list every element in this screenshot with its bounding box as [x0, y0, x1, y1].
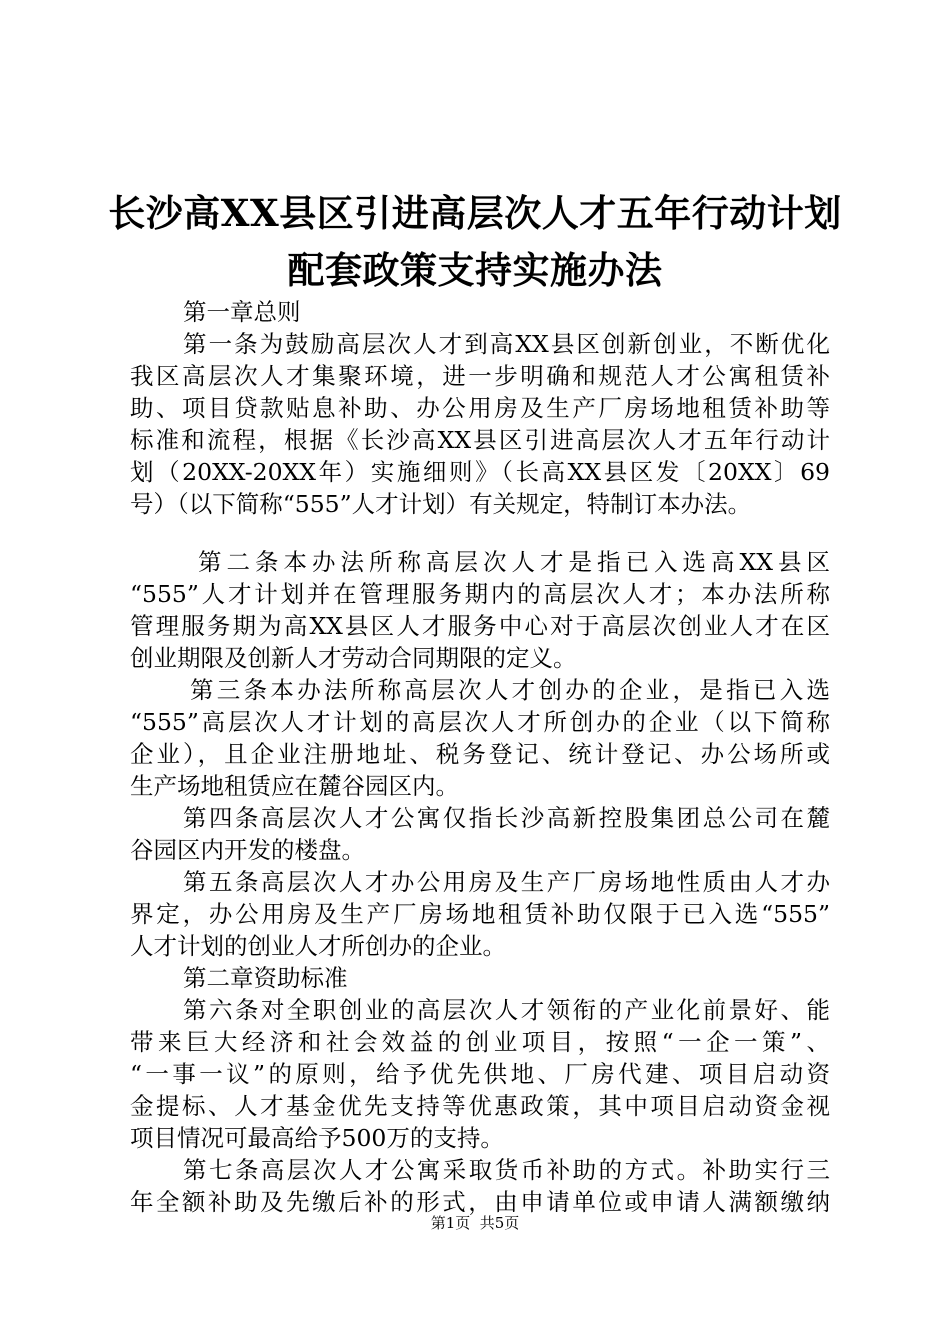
body-line: 第四条高层次人才公寓仅指长沙高新控股集团总公司在麓	[183, 804, 830, 832]
body-line: 第七条高层次人才公寓采取货币补助的方式。补助实行三	[183, 1156, 830, 1184]
body-line: 人才计划的创业人才所创办的企业。	[130, 932, 506, 960]
body-line: 年全额补助及先缴后补的形式，由申请单位或申请人满额缴纳	[130, 1188, 830, 1216]
body-line: “一事一议”的原则，给予优先供地、厂房代建、项目启动资	[130, 1060, 830, 1088]
body-line: 助、项目贷款贴息补助、办公用房及生产厂房场地租赁补助等	[130, 394, 830, 422]
body-line: 第一条为鼓励高层次人才到高XX县区创新创业，不断优化	[183, 330, 830, 358]
page-number-footer: 第1页 共5页	[430, 1214, 520, 1232]
body-line: 第三条本办法所称高层次人才创办的企业，是指已入选	[190, 676, 830, 704]
document-title-line1: 长沙高XX县区引进高层次人才五年行动计划	[108, 191, 842, 235]
body-line: 标准和流程，根据《长沙高XX县区引进高层次人才五年行动计	[130, 426, 830, 454]
body-line: 创业期限及创新人才劳动合同期限的定义。	[130, 644, 577, 672]
body-line: 管理服务期为高XX县区人才服务中心对于高层次创业人才在区	[130, 612, 830, 640]
body-line: 划（20XX-20XX年）实施细则》（长高XX县区发〔20XX〕69	[130, 458, 830, 486]
chapter-heading: 第二章资助标准	[183, 964, 348, 992]
chapter-heading: 第一章总则	[183, 298, 301, 326]
body-line: 项目情况可最高给予500万的支持。	[130, 1124, 504, 1152]
body-line: 第五条高层次人才办公用房及生产厂房场地性质由人才办	[183, 868, 830, 896]
body-line: “555”人才计划并在管理服务期内的高层次人才；本办法所称	[130, 580, 830, 608]
body-line: 我区高层次人才集聚环境，进一步明确和规范人才公寓租赁补	[130, 362, 830, 390]
body-line: “555”高层次人才计划的高层次人才所创办的企业（以下简称	[130, 708, 830, 736]
body-line: 企业），且企业注册地址、税务登记、统计登记、办公场所或	[130, 740, 830, 768]
body-line: 第二条本办法所称高层次人才是指已入选高XX县区	[198, 548, 830, 576]
body-line: 金提标、人才基金优先支持等优惠政策，其中项目启动资金视	[130, 1092, 830, 1120]
body-line: 第六条对全职创业的高层次人才领衔的产业化前景好、能	[183, 996, 830, 1024]
body-line: 带来巨大经济和社会效益的创业项目，按照“一企一策”、	[130, 1028, 830, 1056]
body-line: 生产场地租赁应在麓谷园区内。	[130, 772, 459, 800]
body-line: 界定，办公用房及生产厂房场地租赁补助仅限于已入选“555”	[130, 900, 830, 928]
document-title-line2: 配套政策支持实施办法	[287, 248, 663, 292]
body-line: 号）（以下简称“555”人才计划）有关规定，特制订本办法。	[130, 490, 752, 518]
body-line: 谷园区内开发的楼盘。	[130, 836, 365, 864]
